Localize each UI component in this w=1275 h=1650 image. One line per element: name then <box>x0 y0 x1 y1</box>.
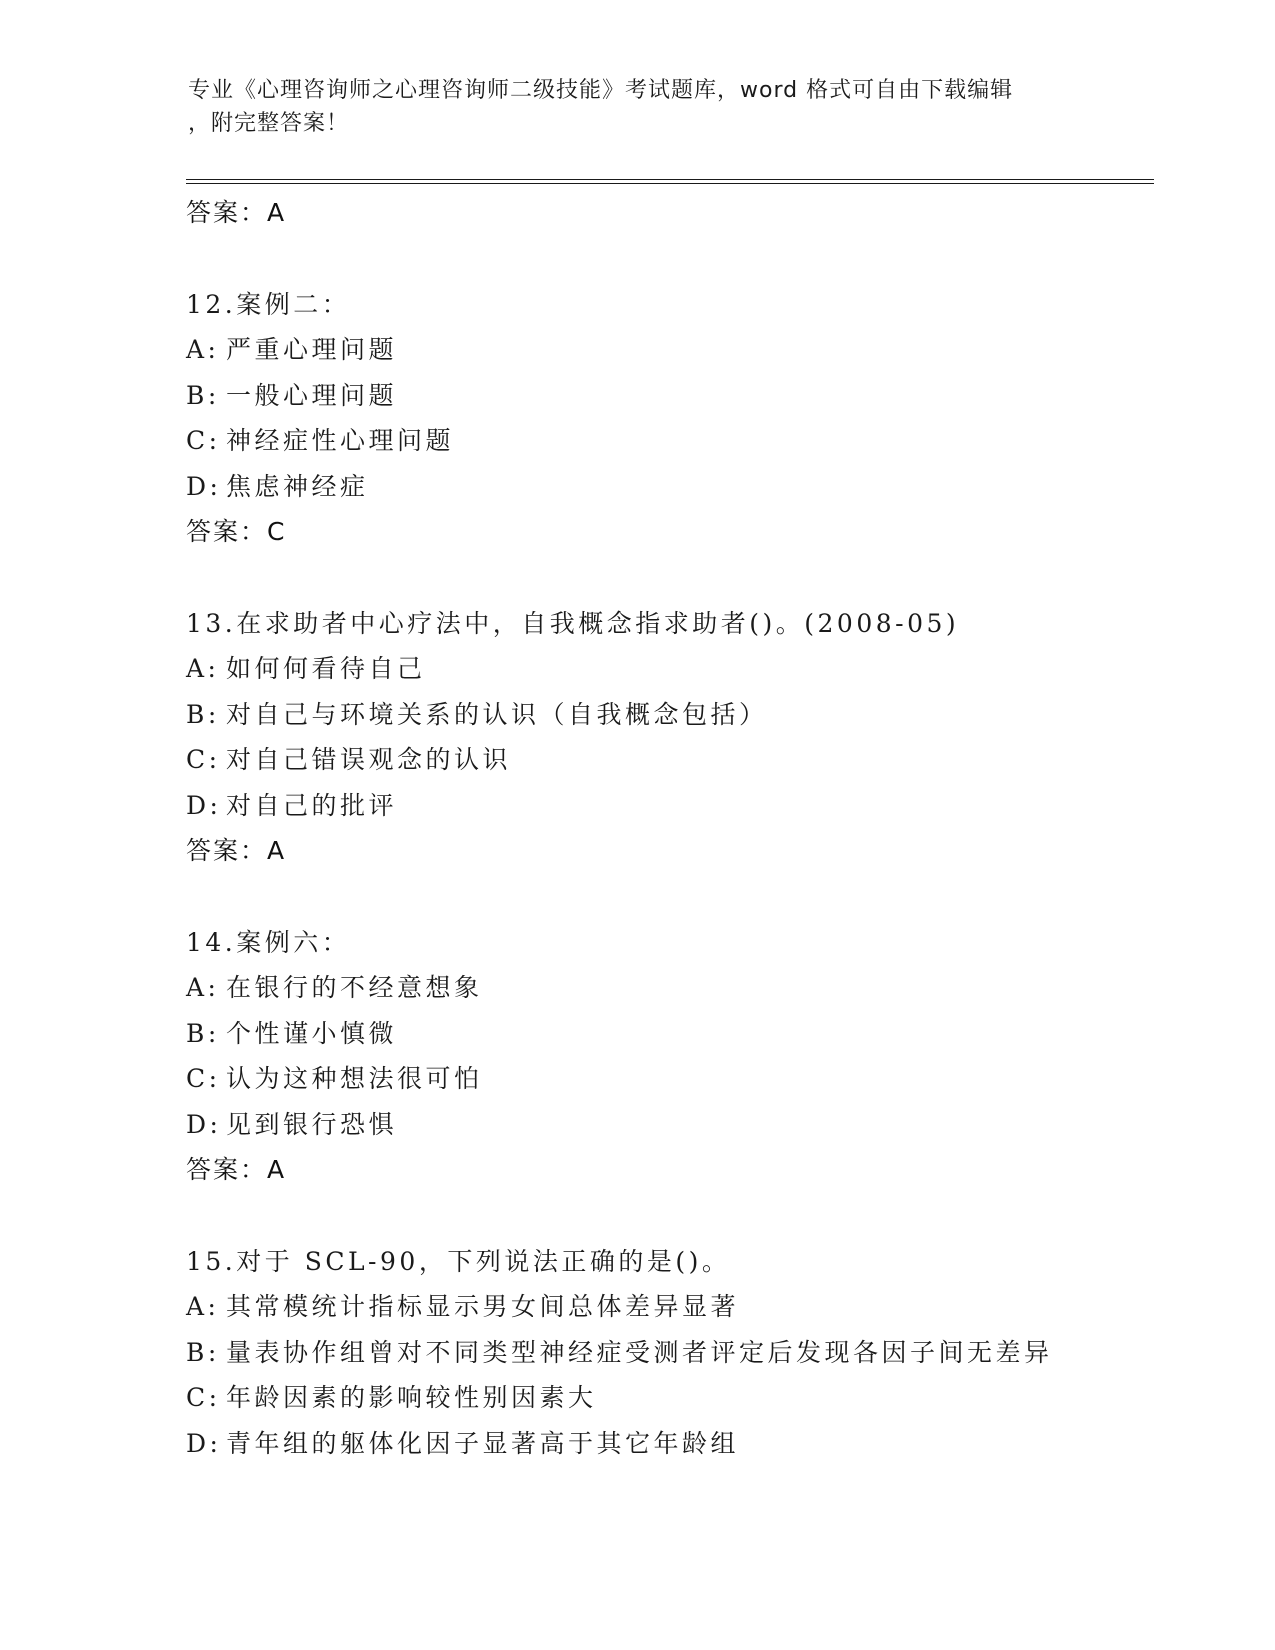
option-letter: C: <box>186 1064 221 1093</box>
option-letter: C: <box>186 745 221 774</box>
spacer <box>186 874 1186 920</box>
option-text: 一般心理问题 <box>226 380 398 410</box>
question-block <box>186 282 1186 555</box>
option-letter: A: <box>186 335 220 364</box>
spacer <box>186 236 1186 282</box>
option-c <box>186 418 1186 464</box>
option-text: 量表协作组曾对不同类型神经症受测者评定后发现各因子间无差异 <box>226 1337 1053 1367</box>
option-text: 见到银行恐惧 <box>226 1109 398 1139</box>
option-d <box>186 1102 1186 1148</box>
option-letter: B: <box>186 1018 220 1048</box>
option-text: 在银行的不经意想象 <box>226 973 483 1002</box>
option-text: 对自己错误观念的认识 <box>226 745 512 774</box>
option-text: 对自己的批评 <box>226 790 398 820</box>
option-c <box>186 737 1186 783</box>
option-letter: C: <box>186 426 221 455</box>
option-text: 焦虑神经症 <box>226 471 369 501</box>
document-header <box>188 74 1068 140</box>
spacer <box>186 555 1186 601</box>
header-divider-bottom <box>186 183 1154 184</box>
option-b <box>186 373 1186 419</box>
question-stem: 15.对于 SCL-90，下列说法正确的是()。 <box>186 1246 731 1276</box>
option-text: 如何何看待自己 <box>226 654 426 683</box>
question-stem: 12.案例二： <box>186 289 351 319</box>
option-letter: A: <box>186 973 220 1002</box>
option-text: 神经症性心理问题 <box>226 426 455 455</box>
option-text: 对自己与环境关系的认识（自我概念包括） <box>226 699 768 729</box>
question-block <box>186 601 1186 874</box>
answer-line: 答案：A <box>186 198 287 227</box>
option-b <box>186 1011 1186 1057</box>
option-text: 认为这种想法很可怕 <box>226 1064 483 1093</box>
question-block <box>186 1239 1186 1467</box>
question-list <box>186 190 1186 1466</box>
option-text: 个性谨小慎微 <box>226 1018 398 1048</box>
answer-line: 答案：A <box>186 1155 287 1184</box>
option-letter: D: <box>186 790 222 820</box>
header-line-1: 专业《心理咨询师之心理咨询师二级技能》考试题库，word 格式可自由下载编辑 <box>188 78 1014 103</box>
option-d <box>186 783 1186 829</box>
option-letter: A: <box>186 654 220 683</box>
option-a <box>186 327 1186 373</box>
option-text: 青年组的躯体化因子显著高于其它年龄组 <box>226 1428 740 1458</box>
question-stem: 13.在求助者中心疗法中，自我概念指求助者()。(2008-05) <box>186 608 960 638</box>
option-letter: D: <box>186 1109 222 1139</box>
option-letter: B: <box>186 1337 220 1367</box>
header-line-2: ，附完整答案！ <box>188 111 350 136</box>
option-letter: B: <box>186 380 220 410</box>
question-stem: 14.案例六： <box>186 927 351 957</box>
option-d <box>186 464 1186 510</box>
option-letter: B: <box>186 699 220 729</box>
option-letter: D: <box>186 471 222 501</box>
option-c <box>186 1375 1186 1421</box>
option-letter: A: <box>186 1292 220 1321</box>
option-b <box>186 692 1186 738</box>
option-letter: D: <box>186 1428 222 1458</box>
answer-line: 答案：A <box>186 836 287 865</box>
option-text: 严重心理问题 <box>226 335 398 364</box>
option-d <box>186 1421 1186 1467</box>
option-a <box>186 1284 1186 1330</box>
option-a <box>186 965 1186 1011</box>
option-b <box>186 1330 1186 1376</box>
option-c <box>186 1056 1186 1102</box>
option-text: 其常模统计指标显示男女间总体差异显著 <box>226 1292 740 1321</box>
header-divider-top <box>186 179 1154 180</box>
spacer <box>186 1193 1186 1239</box>
option-text: 年龄因素的影响较性别因素大 <box>226 1383 597 1412</box>
option-a <box>186 646 1186 692</box>
option-letter: C: <box>186 1383 221 1412</box>
answer-line: 答案：C <box>186 517 287 546</box>
question-block <box>186 920 1186 1193</box>
